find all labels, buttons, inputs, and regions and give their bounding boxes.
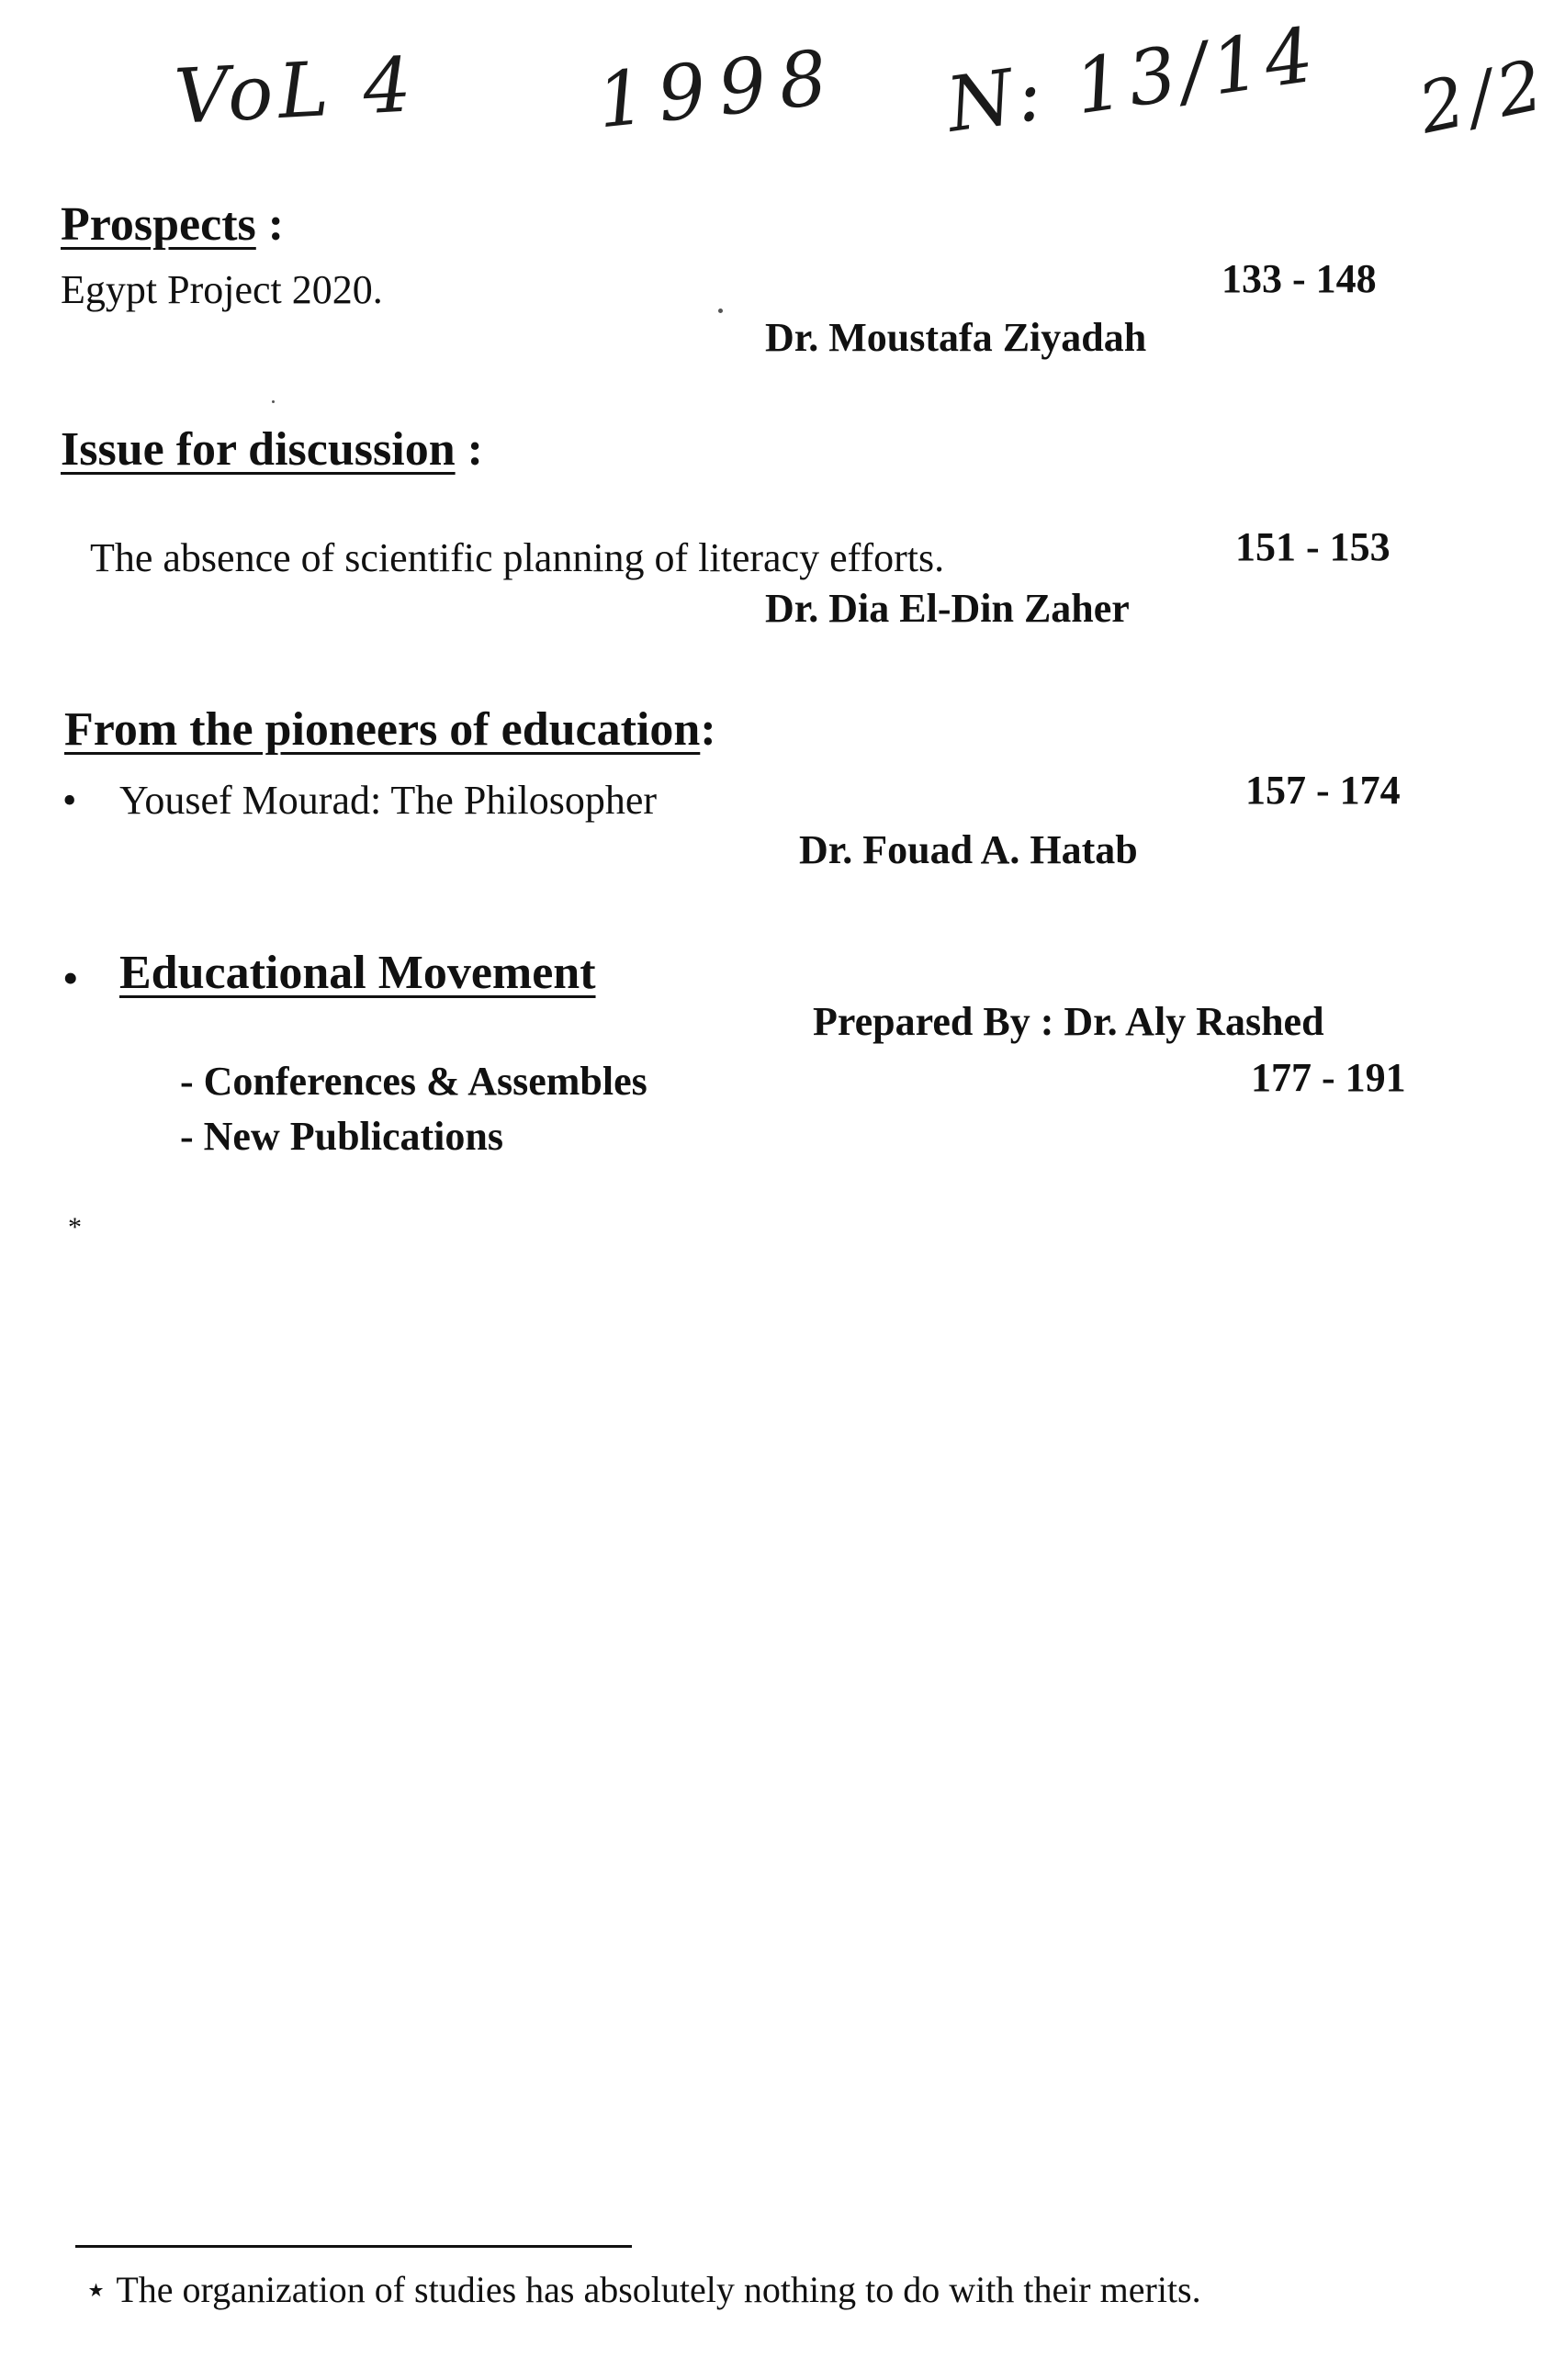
section-heading-prospects [61, 197, 284, 252]
author-name: Dr. Moustafa Ziyadah [765, 315, 1147, 360]
section-title: Issue for discussion [61, 423, 456, 476]
sub-item-conferences: - Conferences & Assembles [180, 1059, 647, 1104]
page-range: 133 - 148 [1222, 256, 1377, 301]
author-name: Dr. Fouad A. Hatab [799, 827, 1138, 872]
footnote-divider [75, 2245, 632, 2248]
handwritten-volume: VoL 4 [172, 41, 420, 141]
footnote-text: ⋆ The organization of studies has absolutely nothing to do with their merits. [84, 2269, 1201, 2310]
section-heading-educational-movement [119, 946, 596, 1000]
handwritten-year: 1998 [592, 33, 844, 146]
section-title: Prospects [61, 198, 256, 251]
author-name: Dr. Dia El-Din Zaher [765, 586, 1130, 631]
handwritten-issue-number: N: 13/14 [941, 11, 1324, 150]
bullet-icon: • [62, 952, 79, 1004]
scan-speck [718, 309, 723, 313]
page-range: 157 - 174 [1245, 768, 1401, 813]
toc-item-egypt-project: Egypt Project 2020. [61, 267, 383, 312]
section-title: From the pioneers of education [64, 703, 701, 756]
handwritten-fraction: 2/2 [1412, 42, 1556, 150]
scan-speck [272, 400, 275, 403]
toc-item-yousef-mourad: Yousef Mourad: The Philosopher [119, 778, 658, 823]
section-heading-pioneers [64, 702, 716, 757]
page-range: 177 - 191 [1251, 1055, 1406, 1100]
sub-item-new-publications: - New Publications [180, 1114, 503, 1159]
toc-item-literacy-planning: The absence of scientific planning of literacy efforts. [90, 535, 945, 580]
section-heading-issue-for-discussion [61, 422, 483, 477]
section-colon: : [700, 703, 716, 756]
prepared-by: Prepared By : Dr. Aly Rashed [813, 999, 1324, 1044]
asterisk-mark: * [68, 1212, 82, 1242]
page-range: 151 - 153 [1235, 524, 1390, 569]
section-title: Educational Movement [119, 947, 596, 999]
bullet-icon: • [62, 778, 77, 823]
section-colon: : [467, 423, 483, 476]
section-colon: : [267, 198, 285, 251]
